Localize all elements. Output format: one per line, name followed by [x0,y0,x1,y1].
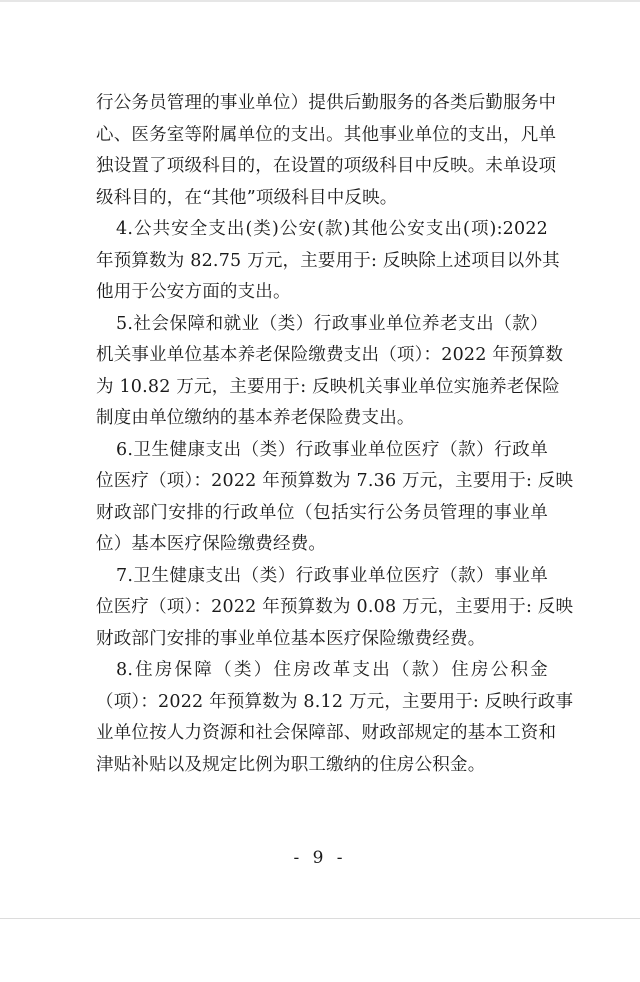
text-line: 行公务员管理的事业单位）提供后勤服务的各类后勤服务中 [96,93,557,113]
text-line: 独设置了项级科目的，在设置的项级科目中反映。未单设项 [96,156,557,176]
text-line: 级科目的，在“其他”项级科目中反映。 [96,187,398,208]
text-line: 5.社会保障和就业（类）行政事业单位养老支出（款） [116,313,548,334]
text-line: 位医疗（项）：2022 年预算数为 0.08 万元，主要用于: 反映 [96,597,574,617]
body-text [96,88,574,781]
text-line: 业单位按人力资源和社会保障部、财政部规定的基本工资和 [96,723,557,743]
text-line: 心、医务室等附属单位的支出。其他事业单位的支出，凡单 [96,124,557,145]
text-line: 财政部门安排的行政单位（包括实行公务员管理的事业单 [96,502,548,523]
paragraph-item-8 [96,655,574,781]
text-line: 他用于公安方面的支出。 [96,282,291,302]
text-line: 7.卫生健康支出（类）行政事业单位医疗（款）事业单 [116,565,548,586]
page-number: - 9 - [293,848,347,868]
paragraph-continuation [96,88,557,214]
text-line: 制度由单位缴纳的基本养老保险费支出。 [96,408,415,428]
top-edge [0,0,640,2]
text-line: 位医疗（项）：2022 年预算数为 7.36 万元，主要用于: 反映 [96,471,574,491]
paragraph-item-5 [96,309,564,435]
text-line: 财政部门安排的事业单位基本医疗保险缴费经费。 [96,628,486,649]
text-line: 8.住房保障（类）住房改革支出（款）住房公积金 [116,660,548,680]
paragraph-item-6 [96,435,574,561]
text-line: 津贴补贴以及规定比例为职工缴纳的住房公积金。 [96,754,486,775]
paragraph-item-4 [96,214,560,309]
text-line: 6.卫生健康支出（类）行政事业单位医疗（款）行政单 [116,439,548,460]
page-bottom-edge [0,918,640,919]
text-line: 年预算数为 82.75 万元，主要用于: 反映除上述项目以外其 [96,250,560,271]
text-line: 机关事业单位基本养老保险缴费支出（项）：2022 年预算数 [96,345,564,365]
text-line: 4.公共安全支出(类)公安(款)其他公安支出(项):2022 [116,219,548,239]
text-line: 为 10.82 万元，主要用于: 反映机关事业单位实施养老保险 [96,376,560,397]
text-line: （项）：2022 年预算数为 8.12 万元，主要用于: 反映行政事 [96,691,574,712]
text-line: 位）基本医疗保险缴费经费。 [96,534,327,554]
paragraph-item-7 [96,561,574,656]
